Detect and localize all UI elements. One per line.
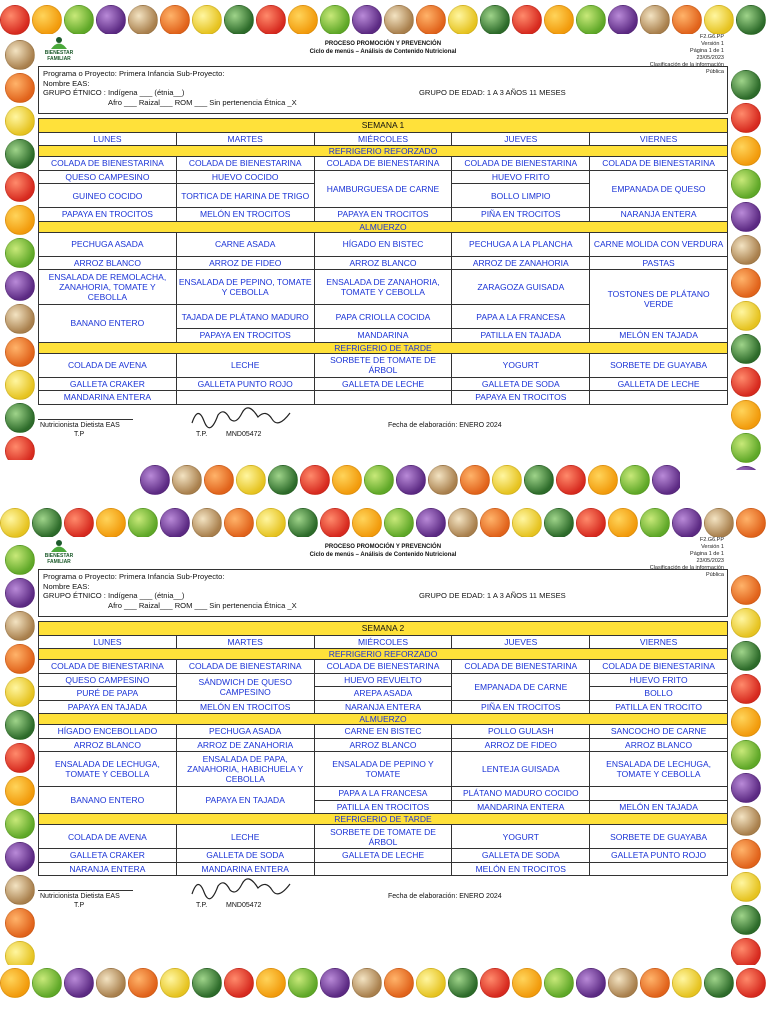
fruit-decoration xyxy=(256,968,286,998)
fruit-decoration xyxy=(172,465,202,495)
fruit-decoration xyxy=(384,5,414,35)
menu-table-week-1 xyxy=(38,118,728,405)
fruit-decoration xyxy=(32,968,62,998)
table-row: BANANO ENTERO PAPAYA EN TAJADA PAPA A LA FRANCESA PLÁTANO MADURO COCIDO xyxy=(39,787,728,801)
fruit-decoration xyxy=(544,968,574,998)
table-row: COLADA DE AVENA LECHE SORBETE DE TOMATE DE ÁRBOL YOGURT SORBETE DE GUAYABA xyxy=(39,825,728,849)
fruit-decoration xyxy=(96,968,126,998)
fruit-decoration xyxy=(128,508,158,538)
fruit-decoration xyxy=(448,5,478,35)
days-row: LUNES MARTES MIÉRCOLES JUEVES VIERNES xyxy=(39,635,728,649)
fruit-decoration xyxy=(268,465,298,495)
fruit-decoration xyxy=(704,5,734,35)
section-almuerzo: ALMUERZO xyxy=(39,221,728,232)
fruit-decoration xyxy=(160,5,190,35)
section-refrigerio-tarde: REFRIGERIO DE TARDE xyxy=(39,342,728,353)
fruit-decoration xyxy=(128,968,158,998)
fruit-decoration xyxy=(620,465,650,495)
fruit-decoration xyxy=(0,968,30,998)
fruit-decoration xyxy=(640,508,670,538)
fruit-decoration xyxy=(576,5,606,35)
fruit-decoration xyxy=(460,465,490,495)
fruit-decoration xyxy=(192,5,222,35)
fruit-decoration xyxy=(224,5,254,35)
fruit-decoration xyxy=(416,5,446,35)
fruit-decoration xyxy=(5,842,35,872)
fruit-decoration xyxy=(384,508,414,538)
table-row: PAPAYA EN TROCITOS MANDARINA PATILLA EN TAJADA MELÓN EN TAJADA xyxy=(39,329,728,343)
week-title: SEMANA 1 xyxy=(39,119,728,133)
fruit-decoration xyxy=(5,436,35,460)
table-row: PATILLA EN TROCITOS MANDARINA ENTERA MELÓN EN TAJADA xyxy=(39,800,728,814)
fruit-decoration xyxy=(32,508,62,538)
menu-table-week-2 xyxy=(38,621,728,876)
fruit-border-right-1 xyxy=(730,70,762,470)
fruit-decoration xyxy=(96,5,126,35)
fruit-decoration xyxy=(731,707,761,737)
fruit-decoration xyxy=(731,872,761,902)
table-row: ARROZ BLANCO ARROZ DE FIDEO ARROZ BLANCO ARROZ DE ZANAHORIA PASTAS xyxy=(39,256,728,270)
table-row: COLADA DE BIENESTARINA COLADA DE BIENESTARINA COLADA DE BIENESTARINA COLADA DE BIENESTARINA COLADA DE BIENESTARINA xyxy=(39,660,728,674)
table-row: NARANJA ENTERA MANDARINA ENTERA MELÓN EN TROCITOS xyxy=(39,862,728,876)
table-row: GUINEO COCIDO TORTICA DE HARINA DE TRIGO BOLLO LIMPIO xyxy=(39,184,728,208)
fruit-decoration xyxy=(5,139,35,169)
fruit-decoration xyxy=(64,508,94,538)
fruit-decoration xyxy=(5,370,35,400)
fruit-decoration xyxy=(5,578,35,608)
fruit-decoration xyxy=(731,268,761,298)
fruit-decoration xyxy=(556,465,586,495)
fruit-decoration xyxy=(731,136,761,166)
fruit-decoration xyxy=(731,806,761,836)
signature-footer: Nutricionista Dietista EAS T.P T.P. MND05472 Fecha de elaboración: ENERO 2024 xyxy=(38,890,728,924)
fruit-decoration xyxy=(5,271,35,301)
fruit-decoration xyxy=(448,508,478,538)
section-almuerzo: ALMUERZO xyxy=(39,714,728,725)
fruit-decoration xyxy=(480,5,510,35)
fruit-decoration xyxy=(64,968,94,998)
fruit-decoration xyxy=(0,508,30,538)
fruit-decoration xyxy=(5,304,35,334)
fruit-decoration xyxy=(352,5,382,35)
fruit-decoration xyxy=(5,908,35,938)
fruit-decoration xyxy=(5,941,35,965)
fruit-decoration xyxy=(5,776,35,806)
fruit-decoration xyxy=(731,674,761,704)
fruit-decoration xyxy=(288,508,318,538)
fruit-decoration xyxy=(544,508,574,538)
fruit-decoration xyxy=(608,968,638,998)
family-logo-icon xyxy=(48,36,70,50)
bienestar-logo: BIENESTAR FAMILIAR xyxy=(42,539,76,565)
fruit-decoration xyxy=(608,5,638,35)
fruit-decoration xyxy=(256,5,286,35)
fruit-decoration xyxy=(672,508,702,538)
menu-page-week-2 xyxy=(38,537,728,924)
week-title: SEMANA 2 xyxy=(39,622,728,636)
signature-footer: Nutricionista Dietista EAS T.P T.P. MND05472 Fecha de elaboración: ENERO 2024 xyxy=(38,419,728,453)
fruit-decoration xyxy=(5,677,35,707)
fruit-decoration xyxy=(576,508,606,538)
signature-line xyxy=(38,419,133,420)
fruit-decoration xyxy=(236,465,266,495)
fruit-decoration xyxy=(736,508,766,538)
program-info-box: Programa o Proyecto: Primera Infancia Sub-Proyecto: Nombre EAS: GRUPO ÉTNICO : Indígena ___ (étnia__) Afro ___ Raizal___ ROM ___ Sin pertenencia Étnica _X GRUPO DE EDAD: 1 A 3 AÑOS 11 MESES xyxy=(38,66,728,114)
fruit-decoration xyxy=(0,5,30,35)
table-row: PAPAYA EN TROCITOS MELÓN EN TROCITOS PAPAYA EN TROCITOS PIÑA EN TROCITOS NARANJA ENTERA xyxy=(39,208,728,222)
fruit-decoration xyxy=(140,465,170,495)
handwritten-signature xyxy=(188,874,298,900)
fruit-decoration xyxy=(128,5,158,35)
fruit-decoration xyxy=(731,70,761,100)
fruit-decoration xyxy=(544,5,574,35)
handwritten-signature xyxy=(188,403,298,429)
fruit-decoration xyxy=(5,875,35,905)
table-row: GALLETA CRAKER GALLETA PUNTO ROJO GALLETA DE LECHE GALLETA DE SODA GALLETA DE LECHE xyxy=(39,377,728,391)
fruit-decoration xyxy=(288,968,318,998)
table-row: PURÉ DE PAPA AREPA ASADA BOLLO xyxy=(39,687,728,701)
section-refrigerio-reforzado: REFRIGERIO REFORZADO xyxy=(39,146,728,157)
page-header xyxy=(38,34,728,75)
fruit-decoration xyxy=(5,809,35,839)
table-row: QUESO CAMPESINO SÁNDWICH DE QUESO CAMPESINO HUEVO REVUELTO EMPANADA DE CARNE HUEVO FRITO xyxy=(39,673,728,687)
fruit-decoration xyxy=(32,5,62,35)
table-row: PAPAYA EN TAJADA MELÓN EN TROCITOS NARANJA ENTERA PIÑA EN TROCITOS PATILLA EN TROCITO xyxy=(39,700,728,714)
fruit-decoration xyxy=(731,169,761,199)
table-row: QUESO CAMPESINO HUEVO COCIDO HAMBURGUESA DE CARNE HUEVO FRITO EMPANADA DE QUESO xyxy=(39,170,728,184)
fruit-decoration xyxy=(5,710,35,740)
fruit-border-left-2 xyxy=(4,545,36,965)
fruit-border-bottom xyxy=(0,966,768,1000)
fruit-decoration xyxy=(192,968,222,998)
fruit-decoration xyxy=(224,508,254,538)
table-row: ENSALADA DE LECHUGA, TOMATE Y CEBOLLA ENSALADA DE PAPA, ZANAHORIA, HABICHUELA Y CEBOLLA ENSALADA DE PEPINO Y TOMATE LENTEJA GUISADA ENSALADA DE LECHUGA, TOMATE Y CEBOLLA xyxy=(39,752,728,787)
process-title: PROCESO PROMOCIÓN Y PREVENCIÓN Ciclo de menús – Análisis de Contenido Nutricional xyxy=(309,544,457,558)
fruit-border-top xyxy=(0,3,768,37)
fruit-decoration xyxy=(320,508,350,538)
fruit-decoration xyxy=(588,465,618,495)
fruit-decoration xyxy=(332,465,362,495)
fruit-decoration xyxy=(731,235,761,265)
fruit-decoration xyxy=(64,5,94,35)
document-code-block: F2.G6.PP Versión 1 Página 1 de 1 23/05/2023 Clasificación de la información Pública xyxy=(649,34,724,75)
fruit-decoration xyxy=(160,508,190,538)
fruit-decoration xyxy=(256,508,286,538)
age-group: GRUPO DE EDAD: 1 A 3 AÑOS 11 MESES xyxy=(419,591,566,600)
fruit-decoration xyxy=(5,545,35,575)
fruit-decoration xyxy=(5,73,35,103)
fruit-decoration xyxy=(300,465,330,495)
days-row: LUNES MARTES MIÉRCOLES JUEVES VIERNES xyxy=(39,132,728,146)
fruit-decoration xyxy=(731,103,761,133)
table-row: GALLETA CRAKER GALLETA DE SODA GALLETA DE LECHE GALLETA DE SODA GALLETA PUNTO ROJO xyxy=(39,849,728,863)
fruit-decoration xyxy=(672,968,702,998)
fruit-decoration xyxy=(5,238,35,268)
age-group: GRUPO DE EDAD: 1 A 3 AÑOS 11 MESES xyxy=(419,88,566,97)
fruit-decoration xyxy=(448,968,478,998)
fruit-decoration xyxy=(640,968,670,998)
fruit-decoration xyxy=(204,465,234,495)
menu-page-week-1 xyxy=(38,34,728,453)
fruit-decoration xyxy=(608,508,638,538)
fruit-decoration xyxy=(396,465,426,495)
fruit-decoration xyxy=(731,839,761,869)
fruit-decoration xyxy=(731,202,761,232)
program-info-box: Programa o Proyecto: Primera Infancia Sub-Proyecto: Nombre EAS: GRUPO ÉTNICO : Indígena ___ (étnia__) Afro ___ Raizal___ ROM ___ Sin pertenencia Étnica _X GRUPO DE EDAD: 1 A 3 AÑOS 11 MESES xyxy=(38,569,728,617)
table-row: PECHUGA ASADA CARNE ASADA HÍGADO EN BISTEC PECHUGA A LA PLANCHA CARNE MOLIDA CON VERDURA xyxy=(39,232,728,256)
fruit-decoration xyxy=(512,968,542,998)
fruit-decoration xyxy=(731,905,761,935)
section-refrigerio-tarde: REFRIGERIO DE TARDE xyxy=(39,814,728,825)
fruit-decoration xyxy=(524,465,554,495)
fruit-decoration xyxy=(5,611,35,641)
fruit-decoration xyxy=(160,968,190,998)
fruit-decoration xyxy=(320,968,350,998)
fruit-decoration xyxy=(352,968,382,998)
fruit-border-middle-upper xyxy=(140,463,680,497)
fruit-decoration xyxy=(5,644,35,674)
fruit-decoration xyxy=(731,433,761,463)
fruit-decoration xyxy=(731,740,761,770)
fruit-decoration xyxy=(384,968,414,998)
fruit-decoration xyxy=(731,938,761,965)
fruit-decoration xyxy=(480,508,510,538)
fruit-decoration xyxy=(512,5,542,35)
fruit-decoration xyxy=(736,5,766,35)
fruit-decoration xyxy=(5,40,35,70)
document-code-block: F2.G6.PP Versión 1 Página 1 de 1 23/05/2023 Clasificación de la información Pública xyxy=(649,537,724,578)
fruit-border-left-1 xyxy=(4,40,36,460)
fruit-decoration xyxy=(731,400,761,430)
fruit-decoration xyxy=(416,968,446,998)
fruit-decoration xyxy=(512,508,542,538)
fruit-decoration xyxy=(704,968,734,998)
table-row: COLADA DE AVENA LECHE SORBETE DE TOMATE DE ÁRBOL YOGURT SORBETE DE GUAYABA xyxy=(39,353,728,377)
fruit-decoration xyxy=(731,466,761,470)
fruit-decoration xyxy=(5,106,35,136)
fruit-decoration xyxy=(428,465,458,495)
fruit-decoration xyxy=(192,508,222,538)
fruit-decoration xyxy=(704,508,734,538)
fruit-decoration xyxy=(731,641,761,671)
fruit-decoration xyxy=(652,465,680,495)
fruit-decoration xyxy=(224,968,254,998)
table-row: HÍGADO ENCEBOLLADO PECHUGA ASADA CARNE EN BISTEC POLLO GULASH SANCOCHO DE CARNE xyxy=(39,725,728,739)
fruit-decoration xyxy=(96,508,126,538)
fruit-decoration xyxy=(672,5,702,35)
signature-line xyxy=(38,890,133,891)
fruit-decoration xyxy=(320,5,350,35)
fruit-border-middle-lower xyxy=(0,506,768,540)
fruit-decoration xyxy=(736,968,766,998)
fruit-decoration xyxy=(576,968,606,998)
fruit-decoration xyxy=(731,367,761,397)
process-title: PROCESO PROMOCIÓN Y PREVENCIÓN Ciclo de menús – Análisis de Contenido Nutricional xyxy=(309,41,457,55)
fruit-decoration xyxy=(640,5,670,35)
fruit-decoration xyxy=(5,743,35,773)
bienestar-logo: BIENESTAR FAMILIAR xyxy=(42,36,76,62)
fruit-decoration xyxy=(5,205,35,235)
elaboration-date: Fecha de elaboración: ENERO 2024 xyxy=(388,893,502,900)
fruit-decoration xyxy=(731,334,761,364)
fruit-decoration xyxy=(5,172,35,202)
section-refrigerio-reforzado: REFRIGERIO REFORZADO xyxy=(39,649,728,660)
table-row: ENSALADA DE REMOLACHA, ZANAHORIA, TOMATE Y CEBOLLA ENSALADA DE PEPINO, TOMATE Y CEBOLLA ENSALADA DE ZANAHORIA, TOMATE Y CEBOLLA ZARAGOZA GUISADA TOSTONES DE PLÁTANO VERDE xyxy=(39,270,728,305)
page-header xyxy=(38,537,728,578)
table-row: BANANO ENTERO TAJADA DE PLÁTANO MADURO PAPA CRIOLLA COCIDA PAPA A LA FRANCESA xyxy=(39,305,728,329)
fruit-decoration xyxy=(5,403,35,433)
fruit-decoration xyxy=(352,508,382,538)
table-row: ARROZ BLANCO ARROZ DE ZANAHORIA ARROZ BLANCO ARROZ DE FIDEO ARROZ BLANCO xyxy=(39,738,728,752)
fruit-decoration xyxy=(731,301,761,331)
fruit-decoration xyxy=(416,508,446,538)
fruit-decoration xyxy=(5,337,35,367)
fruit-decoration xyxy=(364,465,394,495)
fruit-decoration xyxy=(480,968,510,998)
fruit-decoration xyxy=(731,608,761,638)
table-row: MANDARINA ENTERA PAPAYA EN TROCITOS xyxy=(39,391,728,405)
fruit-border-right-2 xyxy=(730,575,762,965)
elaboration-date: Fecha de elaboración: ENERO 2024 xyxy=(388,421,502,429)
fruit-decoration xyxy=(492,465,522,495)
fruit-decoration xyxy=(731,773,761,803)
fruit-decoration xyxy=(288,5,318,35)
fruit-decoration xyxy=(731,575,761,605)
table-row: COLADA DE BIENESTARINA COLADA DE BIENESTARINA COLADA DE BIENESTARINA COLADA DE BIENESTARINA COLADA DE BIENESTARINA xyxy=(39,157,728,171)
family-logo-icon xyxy=(48,539,70,553)
